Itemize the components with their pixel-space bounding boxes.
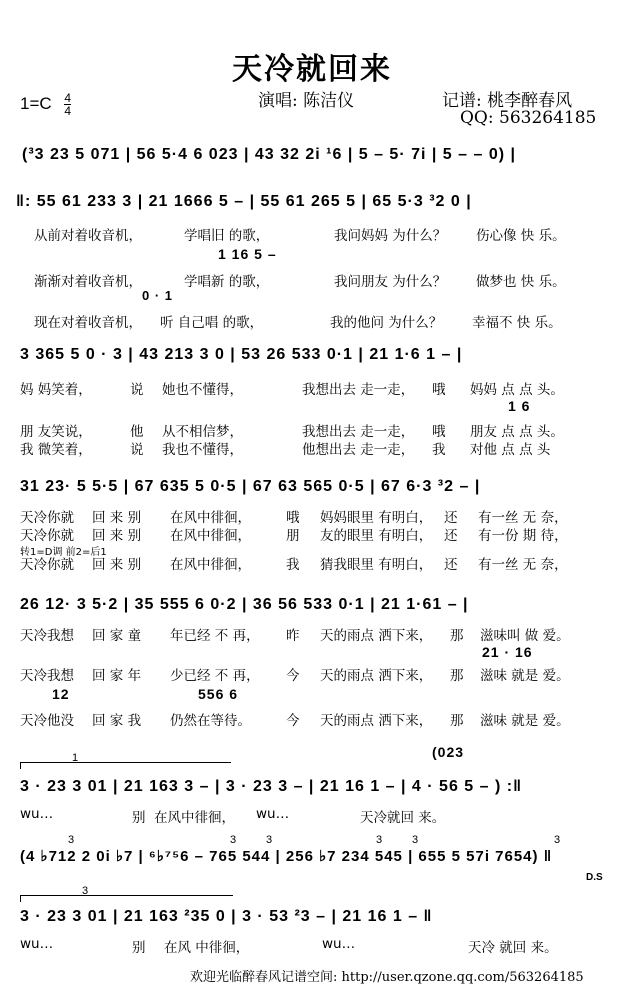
row3-lyric-c3: 在风中徘徊，	[170, 557, 251, 573]
row2-lyric-b1: 朋 友笑说，	[20, 424, 92, 440]
row3-lyric-c4: 我	[286, 557, 300, 573]
row1-lyric-b1: 渐渐对着收音机，	[34, 274, 142, 290]
volta-label-3: 3	[82, 885, 89, 897]
row3-lyric-b5: 友的眼里 有明白，	[320, 528, 433, 544]
row2-alt-notation: 1 6	[508, 398, 531, 414]
triplet-mark-6: 3	[554, 834, 561, 846]
row1-lyric-b2: 学唱新 的歌，	[184, 274, 270, 290]
row4-lyric-a7: 滋味叫 做 爱。	[480, 628, 570, 644]
row4-notation: 26 12· 3 5·2 | 35 555 6 0·2 | 36 56 533 0·1 | 21 1·61 – |	[20, 596, 469, 613]
row3-lyric-a4: 哦	[286, 510, 300, 526]
volta-bracket-1	[20, 762, 231, 769]
qq-number: QQ: 563264185	[460, 108, 597, 128]
row2-lyric-c6: 对他 点 点 头	[470, 442, 551, 458]
row4-lyric-b4: 今	[286, 668, 300, 684]
row3-lyric-b7: 有一份 期 待，	[478, 528, 568, 544]
row7-lyric-5: 天冷 就回 来。	[468, 940, 558, 956]
triplet-mark-2: 3	[230, 834, 237, 846]
row7-lyric-2: 别	[132, 940, 146, 956]
row1-lyric-a4: 伤心像 快 乐。	[476, 228, 566, 244]
row4-lyric-c1: 天冷他没	[20, 713, 74, 729]
row4-lyric-a6: 那	[450, 628, 464, 644]
row4-lyric-c6: 那	[450, 713, 464, 729]
row3-lyric-c1: 天冷你就	[20, 557, 74, 573]
row4-lyric-a3: 年已经 不 再，	[170, 628, 260, 644]
triplet-mark-4: 3	[376, 834, 383, 846]
song-title: 天冷就回来	[232, 52, 392, 87]
transpose-note: 转1=D调 前2=后1	[20, 547, 107, 558]
row3-lyric-a5: 妈妈眼里 有明白，	[320, 510, 433, 526]
row2-lyric-a2: 说	[130, 382, 144, 398]
row2-lyric-b5: 哦	[432, 424, 446, 440]
row5-pickup: (023	[432, 744, 465, 760]
row4-alt-notation-2a: 12	[52, 686, 70, 702]
time-top: 4	[64, 91, 72, 105]
row2-lyric-c4: 他想出去 走一走，	[302, 442, 415, 458]
row4-lyric-b6: 那	[450, 668, 464, 684]
row3-lyric-c5: 猜我眼里 有明白，	[320, 557, 433, 573]
row6-notation: (4 ♭712 2 0i ♭7 | ⁶♭⁷⁵6 – 765 544 | 256 ♭7 234 545 | 655 5 57i 7654) ‖	[20, 848, 553, 865]
row1-lyric-a3: 我问妈妈 为什么？	[334, 228, 447, 244]
row7-lyric-4: wu…	[322, 936, 356, 952]
row2-lyric-b6: 朋友 点 点 头。	[470, 424, 564, 440]
row4-lyric-a2: 回 家 童	[92, 628, 142, 644]
row2-lyric-c3: 我也不懂得，	[162, 442, 243, 458]
dal-segno-mark: D.S	[586, 872, 603, 883]
row3-lyric-b3: 在风中徘徊，	[170, 528, 251, 544]
row4-alt-notation-2b: 556 6	[198, 686, 239, 702]
row3-lyric-b4: 朋	[286, 528, 300, 544]
row7-notation: 3 · 23 3 01 | 21 163 ²35 0 | 3 · 53 ²3 – | 21 16 1 – ‖	[20, 908, 433, 925]
volta-label-1: 1	[72, 752, 79, 764]
row5-notation: 3 · 23 3 01 | 21 163 3 – | 3 · 23 3 – | 21 16 1 – | 4 · 56 5 – ) :‖	[20, 778, 523, 795]
row3-lyric-a1: 天冷你就	[20, 510, 74, 526]
row2-lyric-b3: 从不相信梦，	[162, 424, 243, 440]
row4-lyric-b5: 天的雨点 洒下来，	[320, 668, 433, 684]
row2-notation: 3 365 5 0 · 3 | 43 213 3 0 | 53 26 533 0·1 | 21 1·6 1 – |	[20, 346, 463, 363]
row4-lyric-c5: 天的雨点 洒下来，	[320, 713, 433, 729]
row1-lyric-b3: 我问朋友 为什么？	[334, 274, 447, 290]
row2-lyric-c2: 说	[130, 442, 144, 458]
row7-lyric-1: wu…	[20, 936, 54, 952]
singer-credit: 演唱: 陈洁仪	[258, 91, 355, 111]
row2-lyric-b4: 我想出去 走一走，	[302, 424, 415, 440]
row1-alt-notation: 1 16 5 –	[218, 246, 277, 262]
triplet-mark-1: 3	[68, 834, 75, 846]
footer-credit: 欢迎光临醉春风记谱空间: http://user.qzone.qq.com/563264185	[190, 970, 584, 985]
row2-lyric-c1: 我 微笑着，	[20, 442, 92, 458]
time-signature	[64, 92, 71, 117]
row3-lyric-c7: 有一丝 无 奈，	[478, 557, 568, 573]
key-label: 1=C	[20, 93, 52, 113]
row4-lyric-c3: 仍然在等待。	[170, 713, 251, 729]
row3-lyric-b6: 还	[444, 528, 458, 544]
row4-lyric-a1: 天冷我想	[20, 628, 74, 644]
row1-lyric-a2: 学唱旧 的歌，	[184, 228, 270, 244]
row3-lyric-a7: 有一丝 无 奈，	[478, 510, 568, 526]
row2-lyric-a1: 妈 妈笑着，	[20, 382, 92, 398]
row5-lyric-1: wu…	[20, 806, 54, 822]
row1-lyric-c4: 幸福不 快 乐。	[472, 315, 562, 331]
row4-lyric-a5: 天的雨点 洒下来，	[320, 628, 433, 644]
row3-lyric-b2: 回 来 别	[92, 528, 142, 544]
arranger-credit: 记谱: 桃李醉春风	[442, 91, 573, 111]
row7-lyric-3: 在风 中徘徊，	[164, 940, 250, 956]
row1-lyric-c3: 我的他问 为什么？	[330, 315, 443, 331]
row4-lyric-b7: 滋味 就是 爱。	[480, 668, 570, 684]
key-signature	[20, 92, 71, 117]
row1-notation: ‖: 55 61 233 3 | 21 1666 5 – | 55 61 265 5 | 65 5·3 ³2 0 |	[16, 193, 472, 210]
row3-notation: 31 23· 5 5·5 | 67 635 5 0·5 | 67 63 565 0·5 | 67 6·3 ³2 – |	[20, 478, 481, 495]
row2-lyric-b2: 他	[130, 424, 144, 440]
row3-lyric-b1: 天冷你就	[20, 528, 74, 544]
row4-lyric-a4: 昨	[286, 628, 300, 644]
row2-lyric-a5: 哦	[432, 382, 446, 398]
row3-lyric-a6: 还	[444, 510, 458, 526]
row3-lyric-a2: 回 来 别	[92, 510, 142, 526]
row4-lyric-b3: 少已经 不 再，	[170, 668, 260, 684]
row5-lyric-5: 天冷就回 来。	[360, 810, 446, 826]
row1-lyric-c1: 现在对着收音机，	[34, 315, 142, 331]
row1-lyric-b4: 做梦也 快 乐。	[476, 274, 566, 290]
triplet-mark-5: 3	[412, 834, 419, 846]
time-bottom: 4	[64, 104, 72, 118]
row3-lyric-a3: 在风中徘徊，	[170, 510, 251, 526]
row1-lyric-c2: 听 自己唱 的歌，	[160, 315, 264, 331]
row5-lyric-4: wu…	[256, 806, 290, 822]
row1-alt-notation-2: 0 · 1	[142, 288, 174, 303]
row2-lyric-a3: 她也不懂得，	[162, 382, 243, 398]
triplet-mark-3: 3	[266, 834, 273, 846]
row1-lyric-a1: 从前对着收音机，	[34, 228, 142, 244]
row4-lyric-c2: 回 家 我	[92, 713, 142, 729]
row4-lyric-c4: 今	[286, 713, 300, 729]
row4-lyric-b1: 天冷我想	[20, 668, 74, 684]
intro-notation: (³3 23 5 071 | 56 5·4 6 023 | 43 32 2i ¹6 | 5 – 5· 7i | 5 – – 0) |	[22, 146, 516, 163]
row3-lyric-c2: 回 来 别	[92, 557, 142, 573]
row2-lyric-a6: 妈妈 点 点 头。	[470, 382, 564, 398]
row2-lyric-a4: 我想出去 走一走，	[302, 382, 415, 398]
row3-lyric-c6: 还	[444, 557, 458, 573]
row2-lyric-c5: 我	[432, 442, 446, 458]
row4-lyric-b2: 回 家 年	[92, 668, 142, 684]
row4-lyric-c7: 滋味 就是 爱。	[480, 713, 570, 729]
row4-alt-notation: 21 · 16	[482, 644, 533, 660]
row5-lyric-3: 在风中徘徊，	[154, 810, 235, 826]
volta-bracket-3	[20, 895, 233, 902]
row5-lyric-2: 别	[132, 810, 146, 826]
